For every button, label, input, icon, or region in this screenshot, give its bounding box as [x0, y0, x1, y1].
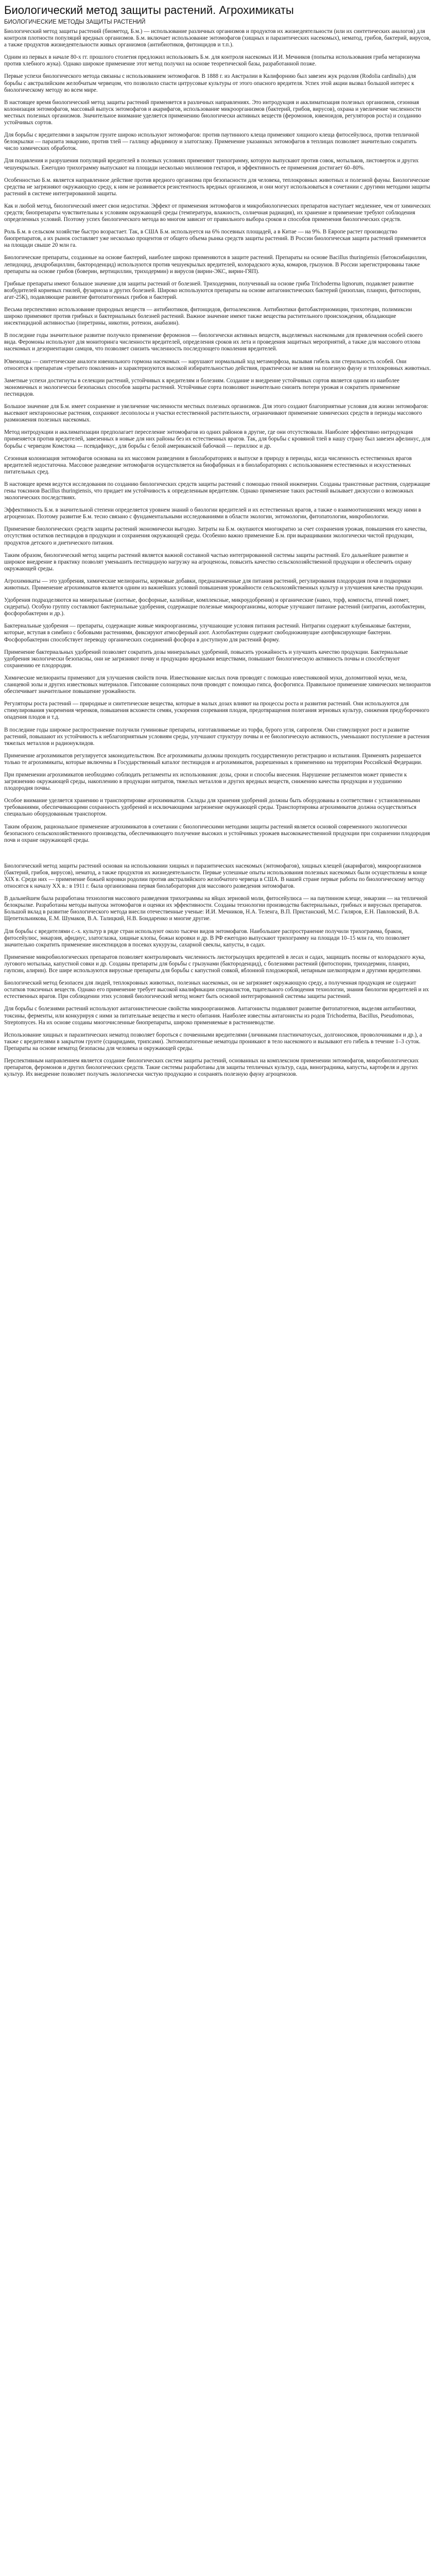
article-paragraph: Ювеноиды — синтетические аналоги ювенильного гормона насекомых — нарушают нормальный ход метаморфоза, вызывая гибель или стерильность особей. Они относятся к препаратам «третьего поколения» и характеризуются высокой избирательностью действия, практически не влияя на полезную фауну и теплокровных животных.	[4, 358, 431, 371]
article-paragraph: Биологический метод защиты растений основан на использовании хищных и паразитических насекомых (энтомофагов), хищных клещей (акарифагов), микроорганизмов (бактерий, грибов, вирусов), нематод, а также продуктов их жизнедеятельности. Первые успешные опыты использования полезных насекомых были осуществлены в конце XIX в. Среди них — применение божьей коровки родолии против австралийского желобчатого червеца в США. В нашей стране первые работы по биологическому методу относятся к началу XX в.: в 1911 г. была организована первая биолаборатория для массового разведения энтомофагов.	[4, 862, 427, 890]
page-title: Биологический метод защиты растений. Агрохимикаты	[4, 4, 294, 16]
article-paragraph: Одним из первых в начале 80-х гг. прошлого столетия предложил использовать Б.м. для контроля насекомых И.И. Мечников (попытка использования гриба метаризиума против хлебного жука). Однако широкое применение этот метод получил на основе теоретической базы, разработанной позже.	[4, 54, 421, 67]
article-paragraph: Регуляторы роста растений — природные и синтетические вещества, которые в малых дозах влияют на процессы роста и развития растений. Они используются для стимулирования укоренения черенков, повышения всхожести семян, ускорения созревания плодов, предотвращения полегания зерновых культур, снижения предуборочного опадения плодов и т.д.	[4, 701, 429, 721]
article-paragraph: Сезонная колонизация энтомофагов основана на их массовом разведении в биолабораториях и выпуске в природу в периоды, когда численность естественных врагов вредителей недостаточна. Массовое разведение энтомофагов осуществляется на биофабриках и в биолабораториях с использованием естественных и искусственных питательных сред.	[4, 455, 412, 475]
article-paragraph: В дальнейшем была разработана технология массового разведения трихограммы на яйцах зерновой моли, фитосейулюса — на паутинном клеще, энкарзии — на тепличной белокрылке. Разработаны методы выпуска энтомофагов и оценки их эффективности. Созданы технологии производства бактериальных, грибных и вирусных препаратов. Большой вклад в развитие биологического метода внесли отечественные ученые: И.И. Мечников, Н.А. Теленга, В.П. Пристанский, М.С. Гиляров, Е.Н. Павловский, В.А. Щепетильникова, Е.М. Шумаков, В.А. Талицкий, Н.В. Бондаренко и многие другие.	[4, 895, 428, 922]
article-paragraph: Заметные успехи достигнуты в селекции растений, устойчивых к вредителям и болезням. Создание и внедрение устойчивых сортов является одним из наиболее экономичных и экологически безопасных способов защиты растений. Устойчивые сорта позволяют значительно снизить потери урожая и сократить применение пестицидов.	[4, 377, 400, 397]
article-paragraph: Эффективность Б.м. в значительной степени определяется уровнем знаний о биологии вредителей и их естественных врагов, а также о взаимоотношениях между ними в агроценозах. Поэтому развитие Б.м. тесно связано с фундаментальными исследованиями в области экологии, энтомологии, фитопатологии, микробиологии.	[4, 507, 421, 520]
section-gap	[4, 850, 431, 863]
article-body-continued	[4, 863, 431, 1078]
article-page	[0, 0, 436, 1094]
article-paragraph: Весьма перспективно использование природных веществ — антибиотиков, фитонцидов, фитоалексинов. Антибиотики фитобактериомицин, трихотецин, полимиксин широко применяют против грибных и бактериальных болезней растений. Важное значение имеют также вещества растительного происхождения, обладающие инсектицидной активностью (пиретрины, никотин, ротенон, анабазин).	[4, 307, 412, 327]
article-paragraph: В последние годы широкое распространение получили гуминовые препараты, изготавливаемые из торфа, бурого угля, сапропеля. Они стимулируют рост и развитие растений, повышают их устойчивость к неблагоприятным условиям среды, улучшают структуру почвы и ее биологическую активность, уменьшают поступление в растения тяжелых металлов и радионуклидов.	[4, 726, 430, 747]
article-paragraph: Использование хищных и паразитических нематод позволяет бороться с почвенными вредителями (личинками пластинчатоусых, долгоносиков, проволочниками и др.), а также с вредителями в закрытом грунте (сциаридами, трипсами). Энтомопатогенные нематоды проникают в тело насекомого и вызывают его гибель в течение 1–3 суток. Препараты на основе нематод безопасны для человека и окружающей среды.	[4, 1031, 422, 1052]
article-paragraph: Химические мелиоранты применяют для улучшения свойств почв. Известкование кислых почв проводят с помощью известняковой муки, доломитовой муки, мела, сланцевой золы и других известковых материалов. Гипсование солонцовых почв проводят с помощью гипса, фосфогипса. Правильное применение химических мелиорантов обеспечивает значительное повышение урожайности.	[4, 674, 431, 695]
article-paragraph: Особенностью Б.м. является направленное действие против вредного организма при безопасности для человека, теплокровных животных и полезной фауны. Биологические средства не загрязняют окружающую среду, к ним не развивается резистентность вредных организмов, и они могут использоваться в сочетании с другими методами защиты растений в системе интегрированной защиты.	[4, 177, 430, 197]
article-paragraph: Метод интродукции и акклиматизации предполагает переселение энтомофагов из одних районов в другие, где они отсутствовали. Наиболее эффективно интродукция применяется против вредителей, завезенных в новые для них районы без их естественных врагов. Так, для борьбы с кровяной тлей в нашу страну был завезен афелинус, для борьбы с червецом Комстока — псевдафикус, для борьбы с белой американской бабочкой — периллюс и др.	[4, 429, 430, 449]
article-paragraph: Биологические препараты, созданные на основе бактерий, наиболее широко применяются в защите растений. Препараты на основе Bacillus thuringiensis (битоксибациллин, лепидоцид, дендробациллин, бактороденцид) используются против чешуекрылых вредителей, колорадского жука, комаров, грызунов. В России зарегистрированы также препараты на основе грибов (боверин, вертициллин, триходермин) и вирусов (вирин-ЭКС, вирин-ГЯП).	[4, 255, 427, 275]
article-paragraph: Удобрения подразделяются на минеральные (азотные, фосфорные, калийные, комплексные, микроудобрения) и органические (навоз, торф, компосты, птичий помет, сидераты). Особую группу составляют бактериальные удобрения, содержащие полезные микроорганизмы, которые улучшают питание растений (нитрагин, азотобактерин, фосфоробактерин и др.).	[4, 597, 426, 617]
article-paragraph: Применение микробиологических препаратов позволяет контролировать численность листогрызущих вредителей в лесах и садах, защищать посевы от колорадского жука, лугового мотылька, капустной совки и др. Созданы препараты для борьбы с грызунами (бактороденцид), с болезнями растений (фитоспорин, триходермин, планриз, гаупсин, алирин). Все шире используются вирусные препараты для борьбы с капустной совкой, яблонной плодожоркой, непарным шелкопрядом и другими вредителями.	[4, 954, 426, 974]
article-paragraph: Применение биологических средств защиты растений экономически выгодно. Затраты на Б.м. окупаются многократно за счет сохранения урожая, повышения его качества, отсутствия остатков пестицидов в продукции и сохранения окружающей среды. Особенно важно применение Б.м. при выращивании экологически чистой продукции, продуктов детского и диетического питания.	[4, 526, 427, 546]
article-paragraph: Биологический метод защиты растений (биометод, Б.м.) — использование различных организмов и продуктов их жизнедеятельности (или их синтетических аналогов) для контроля плотности популяций вредных организмов. Б.м. включает использование энтомофагов (хищных и паразитических насекомых), нематод, грибов, бактерий, вирусов, а также продуктов жизнедеятельности живых организмов (антибиотиков, фитонцидов и т.п.).	[4, 28, 431, 48]
article-paragraph: При применении агрохимикатов необходимо соблюдать регламенты их использования: дозы, сроки и способы внесения. Нарушение регламентов может привести к загрязнению окружающей среды, накоплению в продукции нитратов, тяжелых металлов и других вредных веществ, снижению качества продукции и ухудшению плодородия почвы.	[4, 771, 407, 792]
article-paragraph: В настоящее время ведутся исследования по созданию биологических средств защиты растений с помощью генной инженерии. Созданы трансгенные растения, содержащие гены токсинов Bacillus thuringiensis, что придает им устойчивость к определенным вредителям. Однако применение таких растений вызывает дискуссии о возможных экологических последствиях.	[4, 481, 430, 501]
article-paragraph: Для подавления и разрушения популяций вредителей в полевых условиях применяют трихограмму, которую выпускают против совок, мотыльков, листоверток и других чешуекрылых. Ежегодно трихограмму выпускают на площади несколько миллионов гектаров, и эффективность ее применения достигает 60–80%.	[4, 158, 419, 171]
article-paragraph: Применение бактериальных удобрений позволяет сократить дозы минеральных удобрений, повысить урожайность и улучшить качество продукции. Бактериальные удобрения экологически безопасны, они не загрязняют почву и продукцию вредными веществами, повышают биологическую активность почвы и способствуют сохранению ее плодородия.	[4, 649, 408, 669]
article-paragraph: Большое значение для Б.м. имеет сохранение и увеличение численности местных полезных организмов. Для этого создают благоприятные условия для жизни энтомофагов: высевают нектароносные растения, сохраняют лесополосы и участки естественной растительности, ограничивают применение химических средств в периоды массового размножения полезных насекомых.	[4, 403, 429, 423]
article-paragraph: Перспективным направлением является создание биологических систем защиты растений, основанных на комплексном применении энтомофагов, микробиологических препаратов, феромонов и других биологических средств. Такие системы разработаны для защиты тепличных культур, сада, виноградника, капусты, картофеля и других культур. Их внедрение позволяет получать экологически чистую продукцию и сохранять полезную фауну агроценозов.	[4, 1057, 419, 1078]
article-paragraph: Биологический метод безопасен для людей, теплокровных животных, полезных насекомых, он не загрязняет окружающую среду, а полученная продукция не содержит остатков токсичных веществ. Однако его применение требует высокой квалификации специалистов, тщательного соблюдения технологии, знания биологии вредителей и их естественных врагов. При соблюдении этих условий биологический метод может быть основой интегрированной системы защиты растений.	[4, 980, 429, 1000]
article-body	[4, 28, 431, 844]
article-paragraph: Применение агрохимикатов регулируется законодательством. Все агрохимикаты должны проходить государственную регистрацию и испытания. Применять разрешается только те агрохимикаты, которые включены в Государственный каталог пестицидов и агрохимикатов, разрешенных к применению на территории Российской Федерации.	[4, 752, 423, 766]
article-paragraph: В настоящее время биологический метод защиты растений применяется в различных направлениях. Это интродукция и акклиматизация полезных организмов, сезонная колонизация энтомофагов, массовый выпуск энтомофагов и акарифагов, использование микроорганизмов (бактерий, грибов, вирусов), охрана и увеличение численности местных полезных организмов. Значительное внимание уделяется применению биологически активных веществ (феромонов, ювеноидов, регуляторов роста) и созданию устойчивых сортов.	[4, 99, 422, 126]
article-paragraph: Для борьбы с болезнями растений используют антагонистические свойства микроорганизмов. Антагонисты подавляют развитие фитопатогенов, выделяя антибиотики, токсины, ферменты, или конкурируя с ними за питательные вещества и место обитания. Наиболее известны антагонисты из родов Trichoderma, Bacillus, Pseudomonas, Streptomyces. На их основе созданы многочисленные биопрепараты, широко применяемые в растениеводстве.	[4, 1006, 416, 1026]
article-paragraph: Для борьбы с вредителями в закрытом грунте широко используют энтомофагов: против паутинного клеща применяют хищного клеща фитосейулюса, против тепличной белокрылки — паразита энкарзию, против тлей — галлицу афидимизу и златоглазку. Применение указанных энтомофагов в теплицах позволяет значительно сократить число химических обработок.	[4, 132, 419, 152]
article-paragraph: Особое внимание уделяется хранению и транспортировке агрохимикатов. Склады для хранения удобрений должны быть оборудованы в соответствии с установленными требованиями, обеспечивающими сохранность удобрений и исключающими загрязнение окружающей среды. Транспортировка агрохимикатов должна осуществляться специально оборудованным транспортом.	[4, 798, 420, 818]
article-paragraph: Таким образом, рациональное применение агрохимикатов в сочетании с биологическими методами защиты растений является основой современного экологически безопасного сельскохозяйственного производства, обеспечивающего получение высоких и устойчивых урожаев высококачественной продукции при сохранении плодородия почв и охране окружающей среды.	[4, 823, 430, 843]
page-subtitle: БИОЛОГИЧЕСКИЕ МЕТОДЫ ЗАЩИТЫ РАСТЕНИЙ	[4, 19, 146, 25]
article-paragraph: Агрохимикаты — это удобрения, химические мелиоранты, кормовые добавки, предназначенные для питания растений, регулирования плодородия почв и подкормки животных. Применение агрохимикатов является одним из важнейших условий повышения урожайности сельскохозяйственных культур и улучшения качества продукции.	[4, 578, 424, 591]
article-paragraph: Роль Б.м. в сельском хозяйстве быстро возрастает. Так, в США Б.м. используется на 6% посевных площадей, а в Китае — на 9%. В Европе растет производство биопрепаратов, а их рынок составляет уже несколько процентов от общего объема рынка средств защиты растений. В России биологическая защита растений применяется на площади свыше 20 млн га.	[4, 229, 426, 249]
article-paragraph: Бактериальные удобрения — препараты, содержащие живые микроорганизмы, улучшающие условия питания растений. Нитрагин содержит клубеньковые бактерии, которые, вступая в симбиоз с бобовыми растениями, фиксируют атмосферный азот. Азотобактерин содержит свободноживущие азотфиксирующие бактерии. Фосфоробактерин способствует переводу органических соединений фосфора в доступную для растений форму.	[4, 623, 411, 643]
article-paragraph: В последние годы значительное развитие получило применение феромонов — биологически активных веществ, выделяемых насекомыми для привлечения особей своего вида. Феромоны используют для мониторинга численности вредителей, определения сроков их лета и проведения защитных мероприятий, а также для массового отлова насекомых и дезориентации самцов, что позволяет снизить численность последующего поколения вредителей.	[4, 332, 423, 352]
article-paragraph: Грибные препараты имеют большое значение для защиты растений от болезней. Триходермин, полученный на основе гриба Trichoderma lignorum, подавляет развитие возбудителей корневых гнилей, фузариоза и других болезней. Широко используются препараты на основе антагонистических бактерий (ризоплан, планриз, фитоспорин, агат-25К), подавляющие развитие фитопатогенных грибов и бактерий.	[4, 280, 421, 300]
article-paragraph: Таким образом, биологический метод защиты растений является важной составной частью интегрированной системы защиты растений. Его дальнейшее развитие и широкое внедрение в практику позволят уменьшить пестицидную нагрузку на агроценозы, повысить качество сельскохозяйственной продукции и обеспечить охрану окружающей среды.	[4, 552, 412, 572]
article-paragraph: Для борьбы с вредителями с.-х. культур в ряде стран используют около тысячи видов энтомофагов. Наибольшее распространение получили трихограмма, бракон, фитосейулюс, энкарзия, афидиус, златоглазка, хищные клопы, божьи коровки и др. В РФ ежегодно выпускают трихограмму на площади 10–15 млн га, что позволяет значительно сократить применение инсектицидов в посевах кукурузы, сахарной свеклы, капусты, в садах.	[4, 928, 410, 948]
article-paragraph: Как и любой метод, биологический имеет свои недостатки. Эффект от применения энтомофагов и микробиологических препаратов наступает медленнее, чем от химических средств; биопрепараты чувствительны к условиям окружающей среды (температура, влажность, солнечная радиация), их хранение и применение требуют соблюдения определенных условий. Поэтому успех биологического метода во многом зависит от правильного выбора сроков и способов применения биологических средств.	[4, 202, 431, 223]
article-paragraph: Первые успехи биологического метода связаны с использованием энтомофагов. В 1888 г. из Австралии в Калифорнию был завезен жук родолия (Rodolia cardinalis) для борьбы с австралийским желобчатым червецом, что позволило спасти цитрусовые культуры от этого опасного вредителя. Успех этой акции вызвал большой интерес к биологическому методу во всем мире.	[4, 73, 416, 93]
